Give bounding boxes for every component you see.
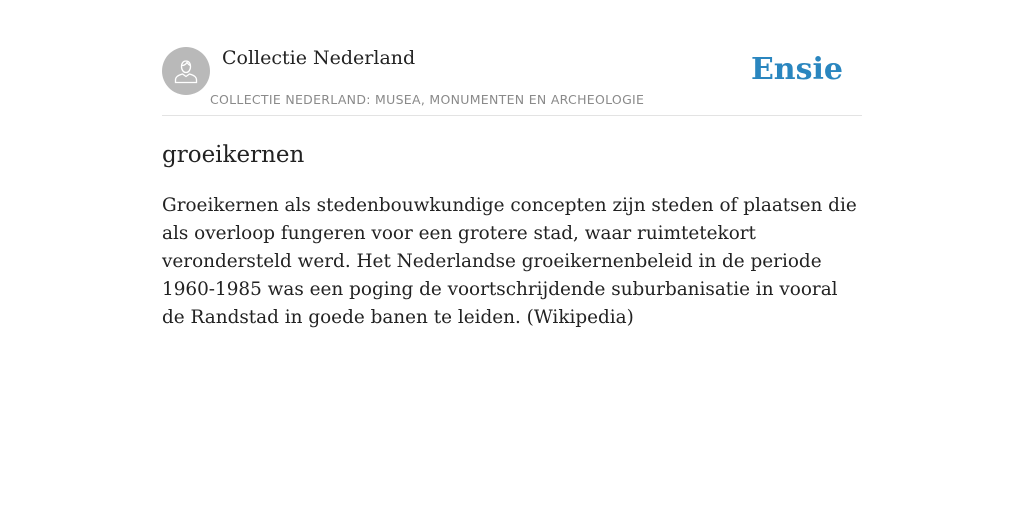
collection-title[interactable]: COLLECTIE NEDERLAND: MUSEA, MONUMENTEN EN ARCHEOLOGIE — [210, 92, 645, 107]
entry-header — [162, 46, 862, 116]
ensie-logo-link[interactable]: Ensie — [750, 52, 843, 87]
author-name[interactable]: Collectie Nederland — [222, 47, 416, 69]
entry-body: Groeikernen als stedenbouwkundige concepten zijn steden of plaatsen die als overloop fungeren voor een grotere stad, waar ruimtetekort verondersteld werd. Het Nederlandse groeikernenbeleid in de periode 1960-1985 was een poging de voortschrijdende suburbanisatie in vooral de Randstad in goede banen te leiden. (Wikipedia) — [162, 195, 857, 328]
entry-title: groeikernen — [162, 142, 305, 168]
avatar[interactable] — [162, 47, 210, 95]
user-icon — [171, 56, 201, 86]
